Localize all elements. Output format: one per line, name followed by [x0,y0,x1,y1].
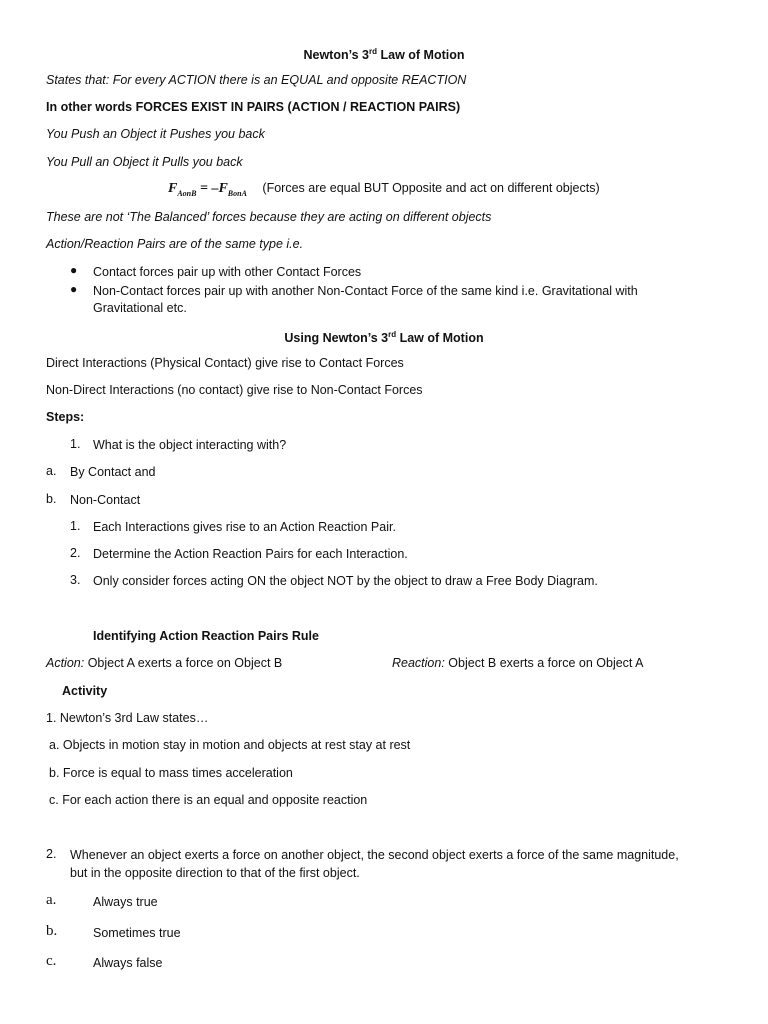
sub-step-letter: b. [46,492,57,506]
rule-action: Action: Object A exerts a force on Object B [46,656,283,670]
section-title-using: Using Newton’s 3rd Law of Motion [284,330,484,346]
question-1-option: b. Force is equal to mass times acceleration [49,766,293,780]
formula-note: (Forces are equal BUT Opposite and act on different objects) [262,181,600,195]
same-type-line: Action/Reaction Pairs are of the same type i.e. [46,237,304,251]
nondirect-interactions-line: Non-Direct Interactions (no contact) give rise to Non-Contact Forces [46,383,423,397]
question-2-option-letter: a. [46,892,57,908]
formula-line [168,180,600,202]
formula-expression: $F_{AonB} = -F_{BonA}$ [168,181,247,198]
bullet-item: Contact forces pair up with other Contact Forces [93,265,362,279]
document-title: Newton’s 3rd Law of Motion [303,47,465,63]
pairs-line: In other words FORCES EXIST IN PAIRS (ACTION / REACTION PAIRS) [46,100,461,114]
bullet-item-continued: Gravitational etc. [93,301,187,315]
question-2-text-continued: but in the opposite direction to that of the first object. [70,866,360,880]
bullet-dot: ● [70,263,78,277]
question-2-number: 2. [46,847,57,861]
steps-label: Steps: [46,410,85,424]
direct-interactions-line: Direct Interactions (Physical Contact) give rise to Contact Forces [46,356,404,370]
question-2-option-letter: c. [46,953,57,969]
push-line: You Push an Object it Pushes you back [46,127,265,141]
question-2-option-letter: b. [46,923,58,939]
question-2-option: Always true [93,895,158,909]
sub-step-letter: a. [46,464,57,478]
step-text: Only consider forces acting ON the object NOT by the object to draw a Free Body Diagram. [93,574,598,588]
bullet-dot: ● [70,282,78,296]
sub-step-text: By Contact and [70,465,156,479]
step-text: What is the object interacting with? [93,438,287,452]
balanced-line: These are not ‘The Balanced’ forces because they are acting on different objects [46,210,492,224]
step-number: 1. [70,437,81,451]
states-line: States that: For every ACTION there is an EQUAL and opposite REACTION [46,73,467,87]
step-number: 1. [70,519,81,533]
question-2-text: Whenever an object exerts a force on another object, the second object exerts a force of the same magnitude, [70,848,679,862]
question-1-option: c. For each action there is an equal and opposite reaction [49,793,368,807]
question-2-option: Sometimes true [93,926,181,940]
step-number: 2. [70,546,81,560]
rule-reaction: Reaction: Object B exerts a force on Object A [392,656,644,670]
question-1-prompt: 1. Newton’s 3rd Law states… [46,711,209,725]
sub-step-text: Non-Contact [70,493,141,507]
step-text: Determine the Action Reaction Pairs for each Interaction. [93,547,408,561]
rule-title: Identifying Action Reaction Pairs Rule [93,629,319,643]
bullet-item: Non-Contact forces pair up with another Non-Contact Force of the same kind i.e. Gravitational with [93,284,638,298]
step-number: 3. [70,573,81,587]
question-2-option: Always false [93,956,163,970]
step-text: Each Interactions gives rise to an Action Reaction Pair. [93,520,396,534]
activity-title: Activity [62,684,108,698]
question-1-option: a. Objects in motion stay in motion and objects at rest stay at rest [49,738,411,752]
pull-line: You Pull an Object it Pulls you back [46,155,243,169]
